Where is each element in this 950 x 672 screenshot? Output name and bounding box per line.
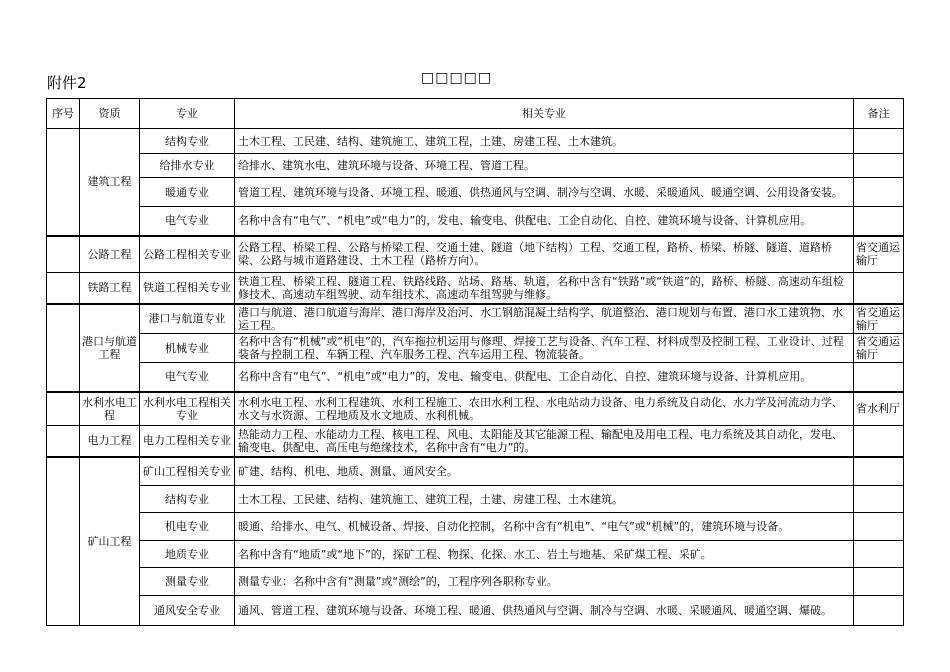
- major-cell: 结构专业: [140, 486, 235, 513]
- table-header-row: [47, 99, 904, 129]
- note-cell: 省交通运输厅: [854, 334, 904, 363]
- index-cell: [47, 457, 80, 626]
- table-row: [47, 392, 904, 426]
- table-row: [47, 486, 904, 513]
- related-cell: 测量专业：名称中含有“测量”或“测绘”的，工程序列各职称专业。: [235, 568, 854, 596]
- header-major: 专业: [140, 99, 235, 129]
- attachment-label: 附件2: [47, 74, 87, 92]
- index-cell: [47, 236, 80, 273]
- table-row: [47, 541, 904, 568]
- table-row: [47, 596, 904, 626]
- table-row: [47, 457, 904, 486]
- major-cell: 铁道工程相关专业: [140, 273, 235, 304]
- table-row: [47, 426, 904, 457]
- header-index: 序号: [47, 99, 80, 129]
- qualification-cell: 电力工程: [80, 426, 140, 457]
- related-cell: 土木工程、工民建、结构、建筑施工、建筑工程，土建、房建工程、土木建筑。: [235, 129, 854, 154]
- related-cell: 名称中含有“地质”或“地下”的，探矿工程、物探、化探、水工、岩土与地基、采矿煤工程、采矿。: [235, 541, 854, 568]
- related-cell: 名称中含有“电气”、“机电”或“电力”的，发电、输变电、供配电、工企自动化、自控、建筑环境与设备、计算机应用。: [235, 207, 854, 236]
- table-row: [47, 178, 904, 207]
- table-row: [47, 513, 904, 541]
- major-cell: 电气专业: [140, 207, 235, 236]
- note-cell: [854, 154, 904, 178]
- index-cell: [47, 426, 80, 457]
- major-cell: 暖通专业: [140, 178, 235, 207]
- table-row: [47, 273, 904, 304]
- note-cell: [854, 568, 904, 596]
- note-cell: [854, 207, 904, 236]
- major-cell: 电气专业: [140, 363, 235, 392]
- qualification-cell: 铁路工程: [80, 273, 140, 304]
- major-cell: 给排水专业: [140, 154, 235, 178]
- major-cell: 港口与航道专业: [140, 304, 235, 334]
- header-related: 相关专业: [235, 99, 854, 129]
- note-cell: [854, 457, 904, 486]
- related-cell: 名称中含有“电气”、“机电”或“电力”的，发电、输变电、供配电、工企自动化、自控、建筑环境与设备、计算机应用。: [235, 363, 854, 392]
- header-qualification: 资质: [80, 99, 140, 129]
- related-cell: 矿建、结构、机电、地质、测量、通风安全。: [235, 457, 854, 486]
- related-cell: 热能动力工程、水能动力工程、核电工程、风电、太阳能及其它能源工程、输配电及用电工程、电力系统及其自动化，发电、输变电、供配电、高压电与绝缘技术，名称中含有“电力”的。: [235, 426, 854, 457]
- major-cell: 公路工程相关专业: [140, 236, 235, 273]
- table-row: [47, 334, 904, 363]
- related-cell: 名称中含有“机械”或“机电”的，汽车拖拉机运用与修理、焊接工艺与设备、汽车工程、材料成型及控制工程、工业设计、过程装备与控制工程、车辆工程、汽车服务工程、汽车运用工程、物流装备。: [235, 334, 854, 363]
- note-cell: [854, 129, 904, 154]
- note-cell: [854, 486, 904, 513]
- note-cell: 省水利厅: [854, 392, 904, 426]
- note-cell: [854, 541, 904, 568]
- related-cell: 土木工程、工民建、结构、建筑施工、建筑工程，土建、房建工程、土木建筑。: [235, 486, 854, 513]
- header-note: 备注: [854, 99, 904, 129]
- table-row: [47, 154, 904, 178]
- note-cell: [854, 178, 904, 207]
- major-cell: 地质专业: [140, 541, 235, 568]
- related-cell: 公路工程、桥梁工程、公路与桥梁工程、交通土建、隧道（地下结构）工程、交通工程，路桥、桥梁、桥隧、隧道、道路桥梁、公路与城市道路建设、土木工程（路桥方向）。: [235, 236, 854, 273]
- major-cell: 机电专业: [140, 513, 235, 541]
- specialty-table: [46, 98, 904, 626]
- index-cell: [47, 273, 80, 304]
- qualification-cell: 公路工程: [80, 236, 140, 273]
- qualification-cell: 港口与航道工程: [80, 304, 140, 392]
- major-cell: 机械专业: [140, 334, 235, 363]
- document-title: □□□□□: [421, 70, 493, 86]
- index-cell: [47, 304, 80, 392]
- qualification-cell: 建筑工程: [80, 129, 140, 236]
- table-row: [47, 129, 904, 154]
- major-cell: 电力工程相关专业: [140, 426, 235, 457]
- qualification-cell: 矿山工程: [80, 457, 140, 626]
- note-cell: [854, 273, 904, 304]
- major-cell: 通风安全专业: [140, 596, 235, 626]
- major-cell: 结构专业: [140, 129, 235, 154]
- index-cell: [47, 129, 80, 236]
- related-cell: 铁道工程、桥梁工程、隧道工程、铁路线路、站场、路基、轨道，名称中含有“铁路”或“铁道”的，路桥、桥隧、高速动车组检修技术、高速动车组驾驶、动车组技术、高速动车组驾驶与维修。: [235, 273, 854, 304]
- related-cell: 给排水、建筑水电、建筑环境与设备、环境工程、管道工程。: [235, 154, 854, 178]
- related-cell: 暖通、给排水、电气、机械设备、焊接、自动化控制，名称中含有“机电”、“电气”或“机械”的，建筑环境与设备。: [235, 513, 854, 541]
- index-cell: [47, 392, 80, 426]
- table-row: [47, 236, 904, 273]
- related-cell: 通风、管道工程、建筑环境与设备、环境工程、暖通、供热通风与空调、制冷与空调、水暖、采暖通风、暖通空调、爆破。: [235, 596, 854, 626]
- table-row: [47, 363, 904, 392]
- note-cell: [854, 363, 904, 392]
- table-row: [47, 207, 904, 236]
- major-cell: 矿山工程相关专业: [140, 457, 235, 486]
- note-cell: 省交通运输厅: [854, 304, 904, 334]
- note-cell: [854, 513, 904, 541]
- major-cell: 水利水电工程相关专业: [140, 392, 235, 426]
- major-cell: 测量专业: [140, 568, 235, 596]
- related-cell: 港口与航道、港口航道与海岸、港口海岸及治河、水工钢筋混凝土结构学、航道整治、港口规划与布置、港口水工建筑物、水运工程。: [235, 304, 854, 334]
- related-cell: 管道工程、建筑环境与设备、环境工程、暖通、供热通风与空调、制冷与空调、水暖、采暖通风、暖通空调、公用设备安装。: [235, 178, 854, 207]
- related-cell: 水利水电工程、水利工程建筑、水利工程施工、农田水利工程、水电站动力设备、电力系统及自动化、水力学及河流动力学、水文与水资源、工程地质及水文地质、水利机械。: [235, 392, 854, 426]
- note-cell: [854, 596, 904, 626]
- qualification-cell: 水利水电工程: [80, 392, 140, 426]
- note-cell: 省交通运输厅: [854, 236, 904, 273]
- table-row: [47, 304, 904, 334]
- table-row: [47, 568, 904, 596]
- note-cell: [854, 426, 904, 457]
